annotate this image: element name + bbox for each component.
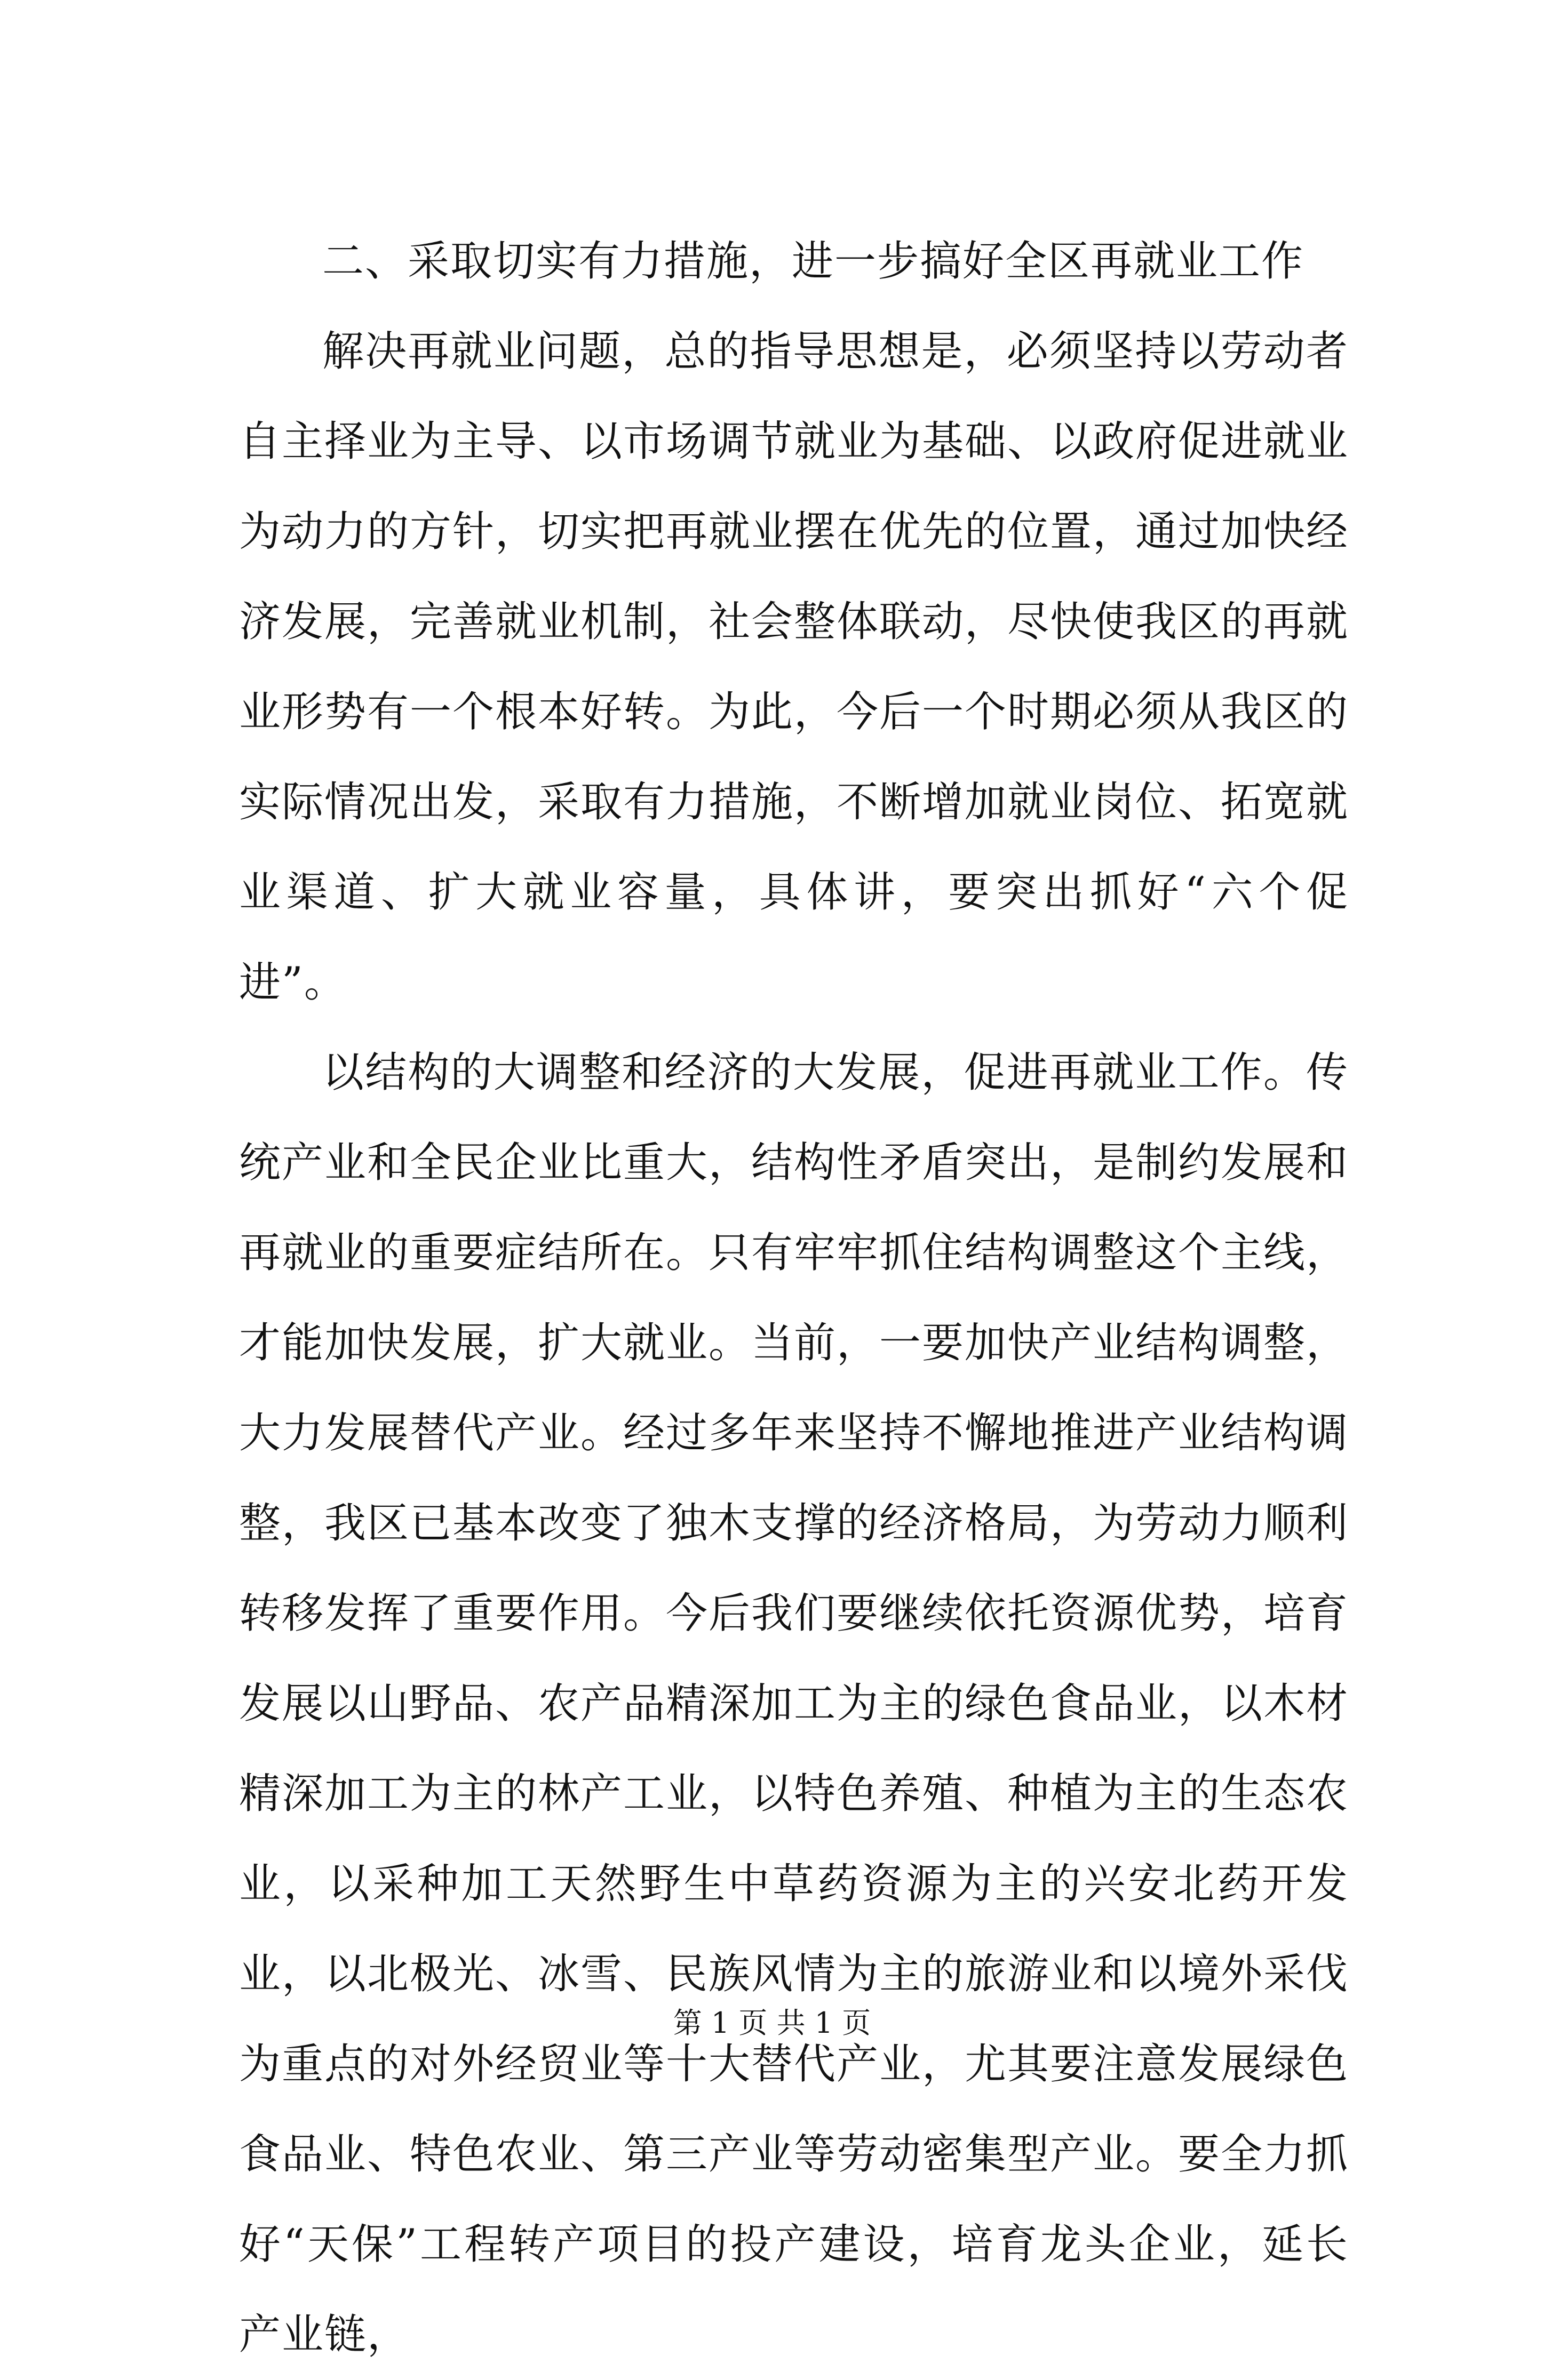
section-heading: 二、采取切实有力措施，进一步搞好全区再就业工作 bbox=[322, 237, 1304, 285]
paragraph-structural-adjustment: 以结构的大调整和经济的大发展，促进再就业工作。传统产业和全民企业比重大，结构性矛盾突出，是制约发展和再就业的重要症结所在。只有牢牢抓住结构调整这个主线，才能加快发展，扩大就业。当前，一要加快产业结构调整，大力发展替代产业。经过多年来坚持不懈地推进产业结构调整，我区已基本改变了独木支撑的经济格局，为劳动力顺利转移发挥了重要作用。今后我们要继续依托资源优势，培育发展以山野品、农产品精深加工为主的绿色食品业，以木材精深加工为主的林产工业，以特色养殖、种植为主的生态农业，以采种加工天然野生中草药资源为主的兴安北药开发业，以北极光、冰雪、民族风情为主的旅游业和以境外采伐为重点的对外经贸业等十大替代产业，尤其要注意发展绿色食品业、特色农业、第三产业等劳动密集型产业。要全力抓好“天保”工程转产项目的投产建设，培育龙头企业，延长产业链， bbox=[239, 1049, 1349, 2359]
page-footer: 第 1 页 共 1 页 bbox=[673, 2006, 871, 2040]
document-body bbox=[239, 217, 1349, 2380]
paragraph-guiding-thought: 解决再就业问题，总的指导思想是，必须坚持以劳动者自主择业为主导、以市场调节就业为基础、以政府促进就业为动力的方针，切实把再就业摆在优先的位置，通过加快经济发展，完善就业机制，社会整体联动，尽快使我区的再就业形势有一个根本好转。为此，今后一个时期必须从我区的实际情况出发，采取有力措施，不断增加就业岗位、拓宽就业渠道、扩大就业容量，具体讲，要突出抓好“六个促进”。 bbox=[239, 328, 1349, 1007]
